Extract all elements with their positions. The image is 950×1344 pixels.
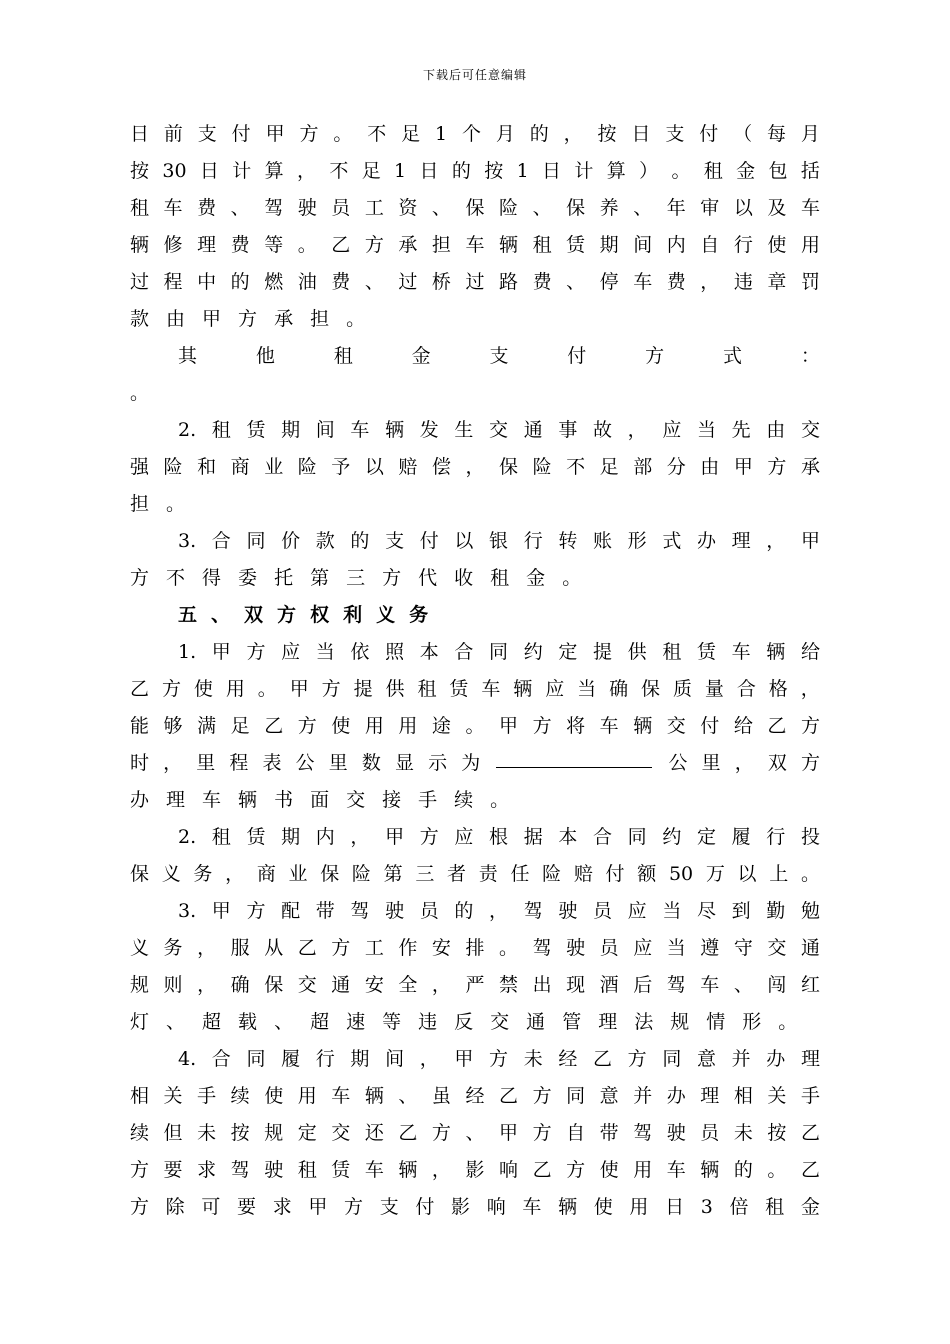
document-body bbox=[130, 116, 820, 1226]
text-line: 2. 租 赁 期 间 车 辆 发 生 交 通 事 故 ， 应 当 先 由 交 bbox=[178, 419, 820, 441]
text-line: 相 关 手 续 使 用 车 辆 、 虽 经 乙 方 同 意 并 办 理 相 关 手 bbox=[130, 1085, 820, 1107]
text-line: 乙 方 使 用 。 甲 方 提 供 租 赁 车 辆 应 当 确 保 质 量 合 格 ， bbox=[130, 678, 820, 700]
page-header: 下载后可任意编辑 bbox=[422, 68, 527, 82]
text-line: 续 但 未 按 规 定 交 还 乙 方 、 甲 方 自 带 驾 驶 员 未 按 乙 bbox=[130, 1122, 820, 1144]
text-line: 1. 甲 方 应 当 依 照 本 合 同 约 定 提 供 租 赁 车 辆 给 bbox=[178, 641, 820, 663]
text-line: 4. 合 同 履 行 期 间 ， 甲 方 未 经 乙 方 同 意 并 办 理 bbox=[178, 1048, 820, 1070]
text-line: 保 义 务 ， 商 业 保 险 第 三 者 责 任 险 赔 付 额 50 万 以 上 。 bbox=[130, 863, 820, 885]
text-line: 方 不 得 委 托 第 三 方 代 收 租 金 。 bbox=[130, 567, 599, 589]
text-line: 其 他 租 金 支 付 方 式 ： bbox=[178, 345, 820, 367]
mileage-blank-field bbox=[496, 745, 652, 768]
text-line: 担 。 bbox=[130, 493, 203, 515]
text-line: 方 除 可 要 求 甲 方 支 付 影 响 车 辆 使 用 日 3 倍 租 金 bbox=[130, 1196, 820, 1218]
text-line: 3. 合 同 价 款 的 支 付 以 银 行 转 账 形 式 办 理 ， 甲 bbox=[178, 530, 820, 552]
text-line: 义 务 ， 服 从 乙 方 工 作 安 排 。 驾 驶 员 应 当 遵 守 交 通 bbox=[130, 937, 820, 959]
text-line: 规 则 ， 确 保 交 通 安 全 ， 严 禁 出 现 酒 后 驾 车 、 闯 红 bbox=[130, 974, 820, 996]
text-line: 2. 租 赁 期 内 ， 甲 方 应 根 据 本 合 同 约 定 履 行 投 bbox=[178, 826, 820, 848]
text-line: 灯 、 超 载 、 超 速 等 违 反 交 通 管 理 法 规 情 形 。 bbox=[130, 1011, 815, 1033]
text-line: 3. 甲 方 配 带 驾 驶 员 的 ， 驾 驶 员 应 当 尽 到 勤 勉 bbox=[178, 900, 820, 922]
text-line: 能 够 满 足 乙 方 使 用 用 途 。 甲 方 将 车 辆 交 付 给 乙 方 bbox=[130, 715, 820, 737]
text-line: 。 bbox=[130, 382, 167, 404]
text-line: 租 车 费 、 驾 驶 员 工 资 、 保 险 、 保 养 、 年 审 以 及 车 bbox=[130, 197, 820, 219]
text-line: 强 险 和 商 业 险 予 以 赔 偿 ， 保 险 不 足 部 分 由 甲 方 承 bbox=[130, 456, 820, 478]
text-line: 款 由 甲 方 承 担 。 bbox=[130, 308, 383, 330]
text-line: 时 ， 里 程 表 公 里 数 显 示 为 公 里 ， 双 方 bbox=[130, 745, 820, 782]
text-line: 按 30 日 计 算 ， 不 足 1 日 的 按 1 日 计 算 ） 。 租 金 包 括 bbox=[130, 160, 820, 182]
text-line: 办 理 车 辆 书 面 交 接 手 续 。 bbox=[130, 789, 527, 811]
section-heading: 五 、 双 方 权 利 义 务 bbox=[178, 604, 429, 626]
text-line: 方 要 求 驾 驶 租 赁 车 辆 ， 影 响 乙 方 使 用 车 辆 的 。 乙 bbox=[130, 1159, 820, 1181]
text-line: 日 前 支 付 甲 方 。 不 足 1 个 月 的 ， 按 日 支 付 （ 每 月 bbox=[130, 123, 820, 145]
text-line: 辆 修 理 费 等 。 乙 方 承 担 车 辆 租 赁 期 间 内 自 行 使 用 bbox=[130, 234, 820, 256]
text-line: 过 程 中 的 燃 油 费 、 过 桥 过 路 费 、 停 车 费 ， 违 章 罚 bbox=[130, 271, 820, 293]
